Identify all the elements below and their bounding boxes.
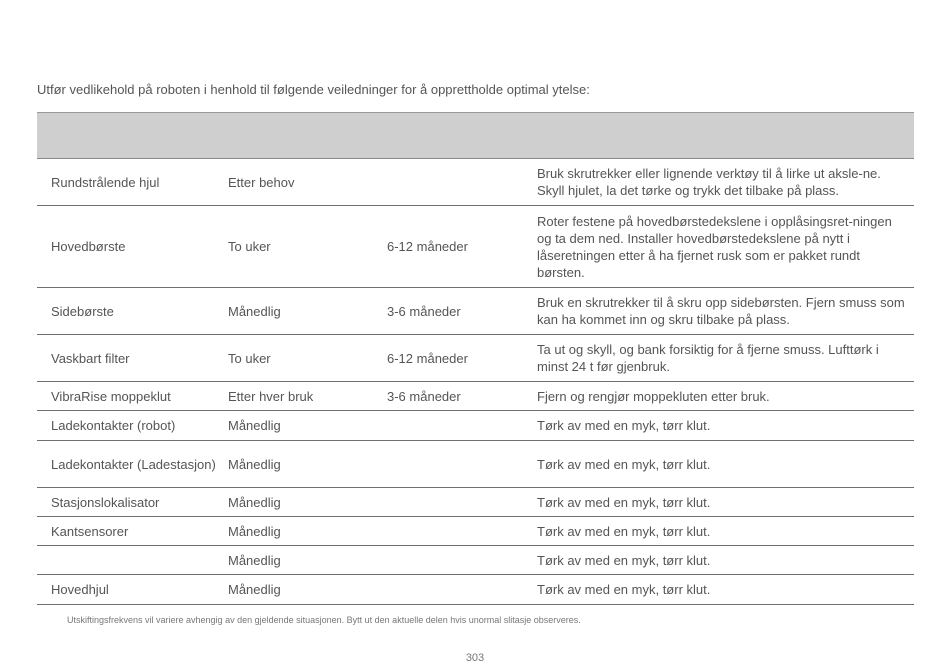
cell-part: Kantsensorer	[37, 517, 228, 546]
cell-part: Rundstrålende hjul	[37, 159, 228, 206]
intro-text: Utfør vedlikehold på roboten i henhold til følgende veiledninger for å opprettholde optimal ytelse:	[37, 82, 590, 97]
table-row	[37, 206, 914, 288]
cell-method: Tørk av med en myk, tørr klut.	[537, 488, 914, 517]
cell-replacement	[387, 441, 537, 488]
footnote: Utskiftingsfrekvens vil variere avhengig av den gjeldende situasjonen. Bytt ut den aktuelle delen hvis unormal slitasje observeres.	[67, 615, 581, 625]
cell-frequency: Månedlig	[228, 517, 387, 546]
cell-frequency: Månedlig	[228, 441, 387, 488]
cell-method: Tørk av med en myk, tørr klut.	[537, 517, 914, 546]
cell-replacement	[387, 546, 537, 575]
cell-frequency: Etter hver bruk	[228, 382, 387, 411]
cell-part: Ladekontakter (robot)	[37, 411, 228, 441]
table-header	[37, 113, 914, 159]
cell-method: Tørk av med en myk, tørr klut.	[537, 546, 914, 575]
header-frequency	[228, 113, 387, 159]
table-row	[37, 288, 914, 335]
table-header-row	[37, 113, 914, 159]
table-row	[37, 517, 914, 546]
cell-replacement	[387, 159, 537, 206]
cell-frequency: Månedlig	[228, 488, 387, 517]
cell-replacement: 6-12 måneder	[387, 206, 537, 288]
cell-replacement	[387, 575, 537, 605]
table-row	[37, 382, 914, 411]
table-body	[37, 159, 914, 605]
cell-method: Tørk av med en myk, tørr klut.	[537, 441, 914, 488]
header-part	[37, 113, 228, 159]
header-replacement	[387, 113, 537, 159]
cell-method: Ta ut og skyll, og bank forsiktig for å fjerne smuss. Lufttørk i minst 24 t før gjenbruk.	[537, 335, 914, 382]
cell-part: Hovedhjul	[37, 575, 228, 605]
cell-method: Bruk skrutrekker eller lignende verktøy til å lirke ut aksle-ne. Skyll hjulet, la det tørke og trykk det tilbake på plass.	[537, 159, 914, 206]
cell-replacement: 3-6 måneder	[387, 382, 537, 411]
cell-frequency: Månedlig	[228, 575, 387, 605]
cell-replacement	[387, 411, 537, 441]
cell-method: Bruk en skrutrekker til å skru opp sidebørsten. Fjern smuss som kan ha kommet inn og skru tilbake på plass.	[537, 288, 914, 335]
table-row	[37, 441, 914, 488]
cell-frequency: To uker	[228, 335, 387, 382]
cell-replacement: 6-12 måneder	[387, 335, 537, 382]
cell-replacement	[387, 488, 537, 517]
table-row	[37, 575, 914, 605]
cell-method: Fjern og rengjør moppekluten etter bruk.	[537, 382, 914, 411]
maintenance-table	[37, 112, 914, 605]
cell-method: Tørk av med en myk, tørr klut.	[537, 411, 914, 441]
cell-frequency: Månedlig	[228, 288, 387, 335]
cell-frequency: Månedlig	[228, 546, 387, 575]
cell-part: Hovedbørste	[37, 206, 228, 288]
cell-replacement	[387, 517, 537, 546]
cell-part: Vaskbart filter	[37, 335, 228, 382]
cell-method: Roter festene på hovedbørstedekslene i opplåsingsret-ningen og ta dem ned. Installer hovedbørstedekslene på nytt i låseretningen etter å ha fjernet rusk som er pakket rundt børsten.	[537, 206, 914, 288]
table-row	[37, 546, 914, 575]
cell-frequency: To uker	[228, 206, 387, 288]
cell-part: Ladekontakter (Ladestasjon)	[37, 441, 228, 488]
table-row	[37, 488, 914, 517]
cell-method: Tørk av med en myk, tørr klut.	[537, 575, 914, 605]
cell-part: Sidebørste	[37, 288, 228, 335]
table-row	[37, 335, 914, 382]
table-row	[37, 159, 914, 206]
cell-part: Stasjonslokalisator	[37, 488, 228, 517]
cell-part: VibraRise moppeklut	[37, 382, 228, 411]
header-method	[537, 113, 914, 159]
cell-part	[37, 546, 228, 575]
cell-replacement: 3-6 måneder	[387, 288, 537, 335]
cell-frequency: Månedlig	[228, 411, 387, 441]
cell-frequency: Etter behov	[228, 159, 387, 206]
page-number: 303	[465, 652, 485, 664]
table-row	[37, 411, 914, 441]
